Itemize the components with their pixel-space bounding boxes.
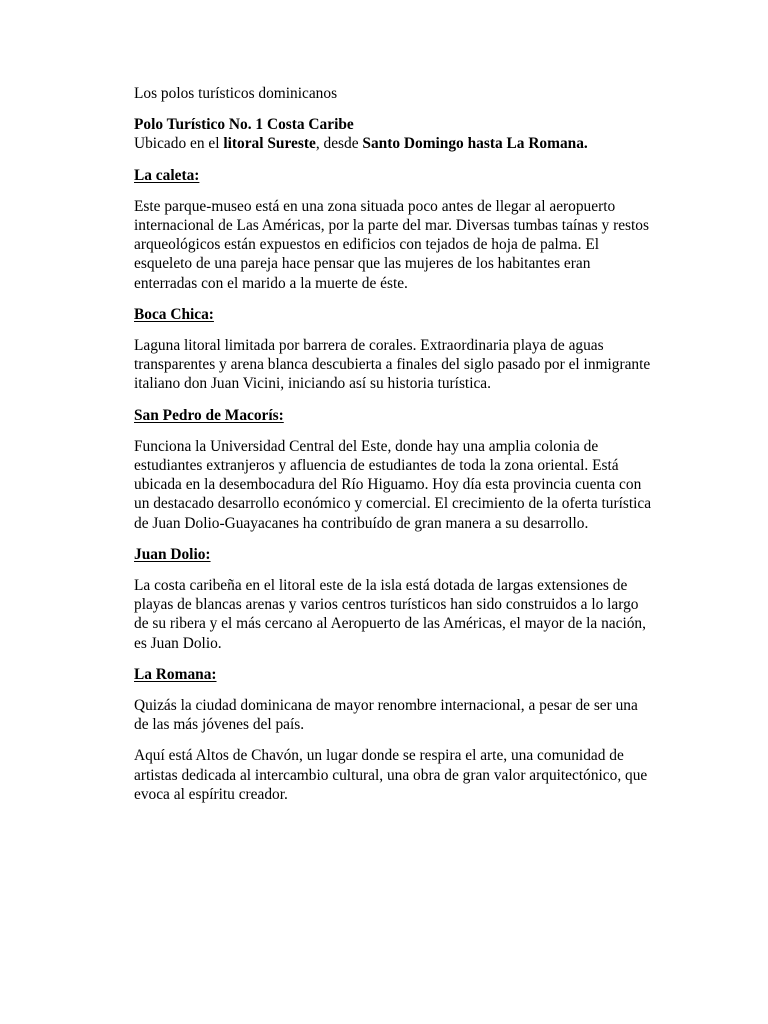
document-body: [134, 84, 654, 816]
polo-location-prefix: Ubicado en el: [134, 135, 224, 153]
section-la-caleta: [134, 166, 654, 293]
document-title: Los polos turísticos dominicanos: [134, 85, 338, 102]
polo-heading-text: Polo Turístico No. 1 Costa Caribe: [134, 116, 354, 134]
polo-location: [134, 134, 654, 153]
section-paragraph: La costa caribeña en el litoral este de la isla está dotada de largas extensiones de playas de blancas arenas y varios centros turísticos han sido construidos a lo largo de su ribera y el más cercano al Aeropuerto de las Américas, el mayor de la nación, es Juan Dolio.: [134, 577, 646, 652]
polo-block: [134, 115, 654, 153]
polo-location-middle: , desde: [315, 135, 363, 153]
section-heading: La caleta:: [134, 166, 200, 184]
section-paragraph: Este parque-museo está en una zona situada poco antes de llegar al aeropuerto internacional de Las Américas, por la parte del mar. Diversas tumbas taínas y restos arqueológicos están expuestos en edificios con tejados de hoja de palma. El esqueleto de una pareja hace pensar que las mujeres de los habitantes eran enterradas con el marido a la muerte de éste.: [134, 197, 649, 292]
section-heading: La Romana:: [134, 665, 217, 683]
section-la-romana: [134, 665, 654, 804]
section-heading: San Pedro de Macorís:: [134, 406, 284, 424]
section-paragraph: Aquí está Altos de Chavón, un lugar donde se respira el arte, una comunidad de artistas dedicada al intercambio cultural, una obra de gran valor arquitectónico, que evoca al espíritu creador.: [134, 747, 648, 803]
section-paragraph: Laguna litoral limitada por barrera de corales. Extraordinaria playa de aguas transparentes y arena blanca descubierta a finales del siglo pasado por el inmigrante italiano don Juan Vicini, iniciando así su historia turística.: [134, 337, 651, 393]
section-san-pedro-de-macoris: [134, 406, 654, 533]
polo-location-region: litoral Sureste: [223, 135, 316, 153]
section-paragraph: Funciona la Universidad Central del Este, donde hay una amplia colonia de estudiantes extranjeros y afluencia de estudiantes de toda la zona oriental. Está ubicada en la desembocadura del Río Higuamo. Hoy día esta provincia cuenta con un destacado desarrollo económico y comercial. El crecimiento de la oferta turística de Juan Dolio-Guayacanes ha contribuído de gran manera a su desarrollo.: [134, 437, 652, 532]
polo-heading: [134, 115, 654, 134]
section-heading: Boca Chica:: [134, 305, 214, 323]
section-boca-chica: [134, 305, 654, 394]
polo-location-range: Santo Domingo hasta La Romana.: [362, 135, 588, 153]
section-paragraph: Quizás la ciudad dominicana de mayor renombre internacional, a pesar de ser una de las más jóvenes del país.: [134, 697, 638, 734]
section-heading: Juan Dolio:: [134, 545, 211, 563]
section-juan-dolio: [134, 545, 654, 653]
